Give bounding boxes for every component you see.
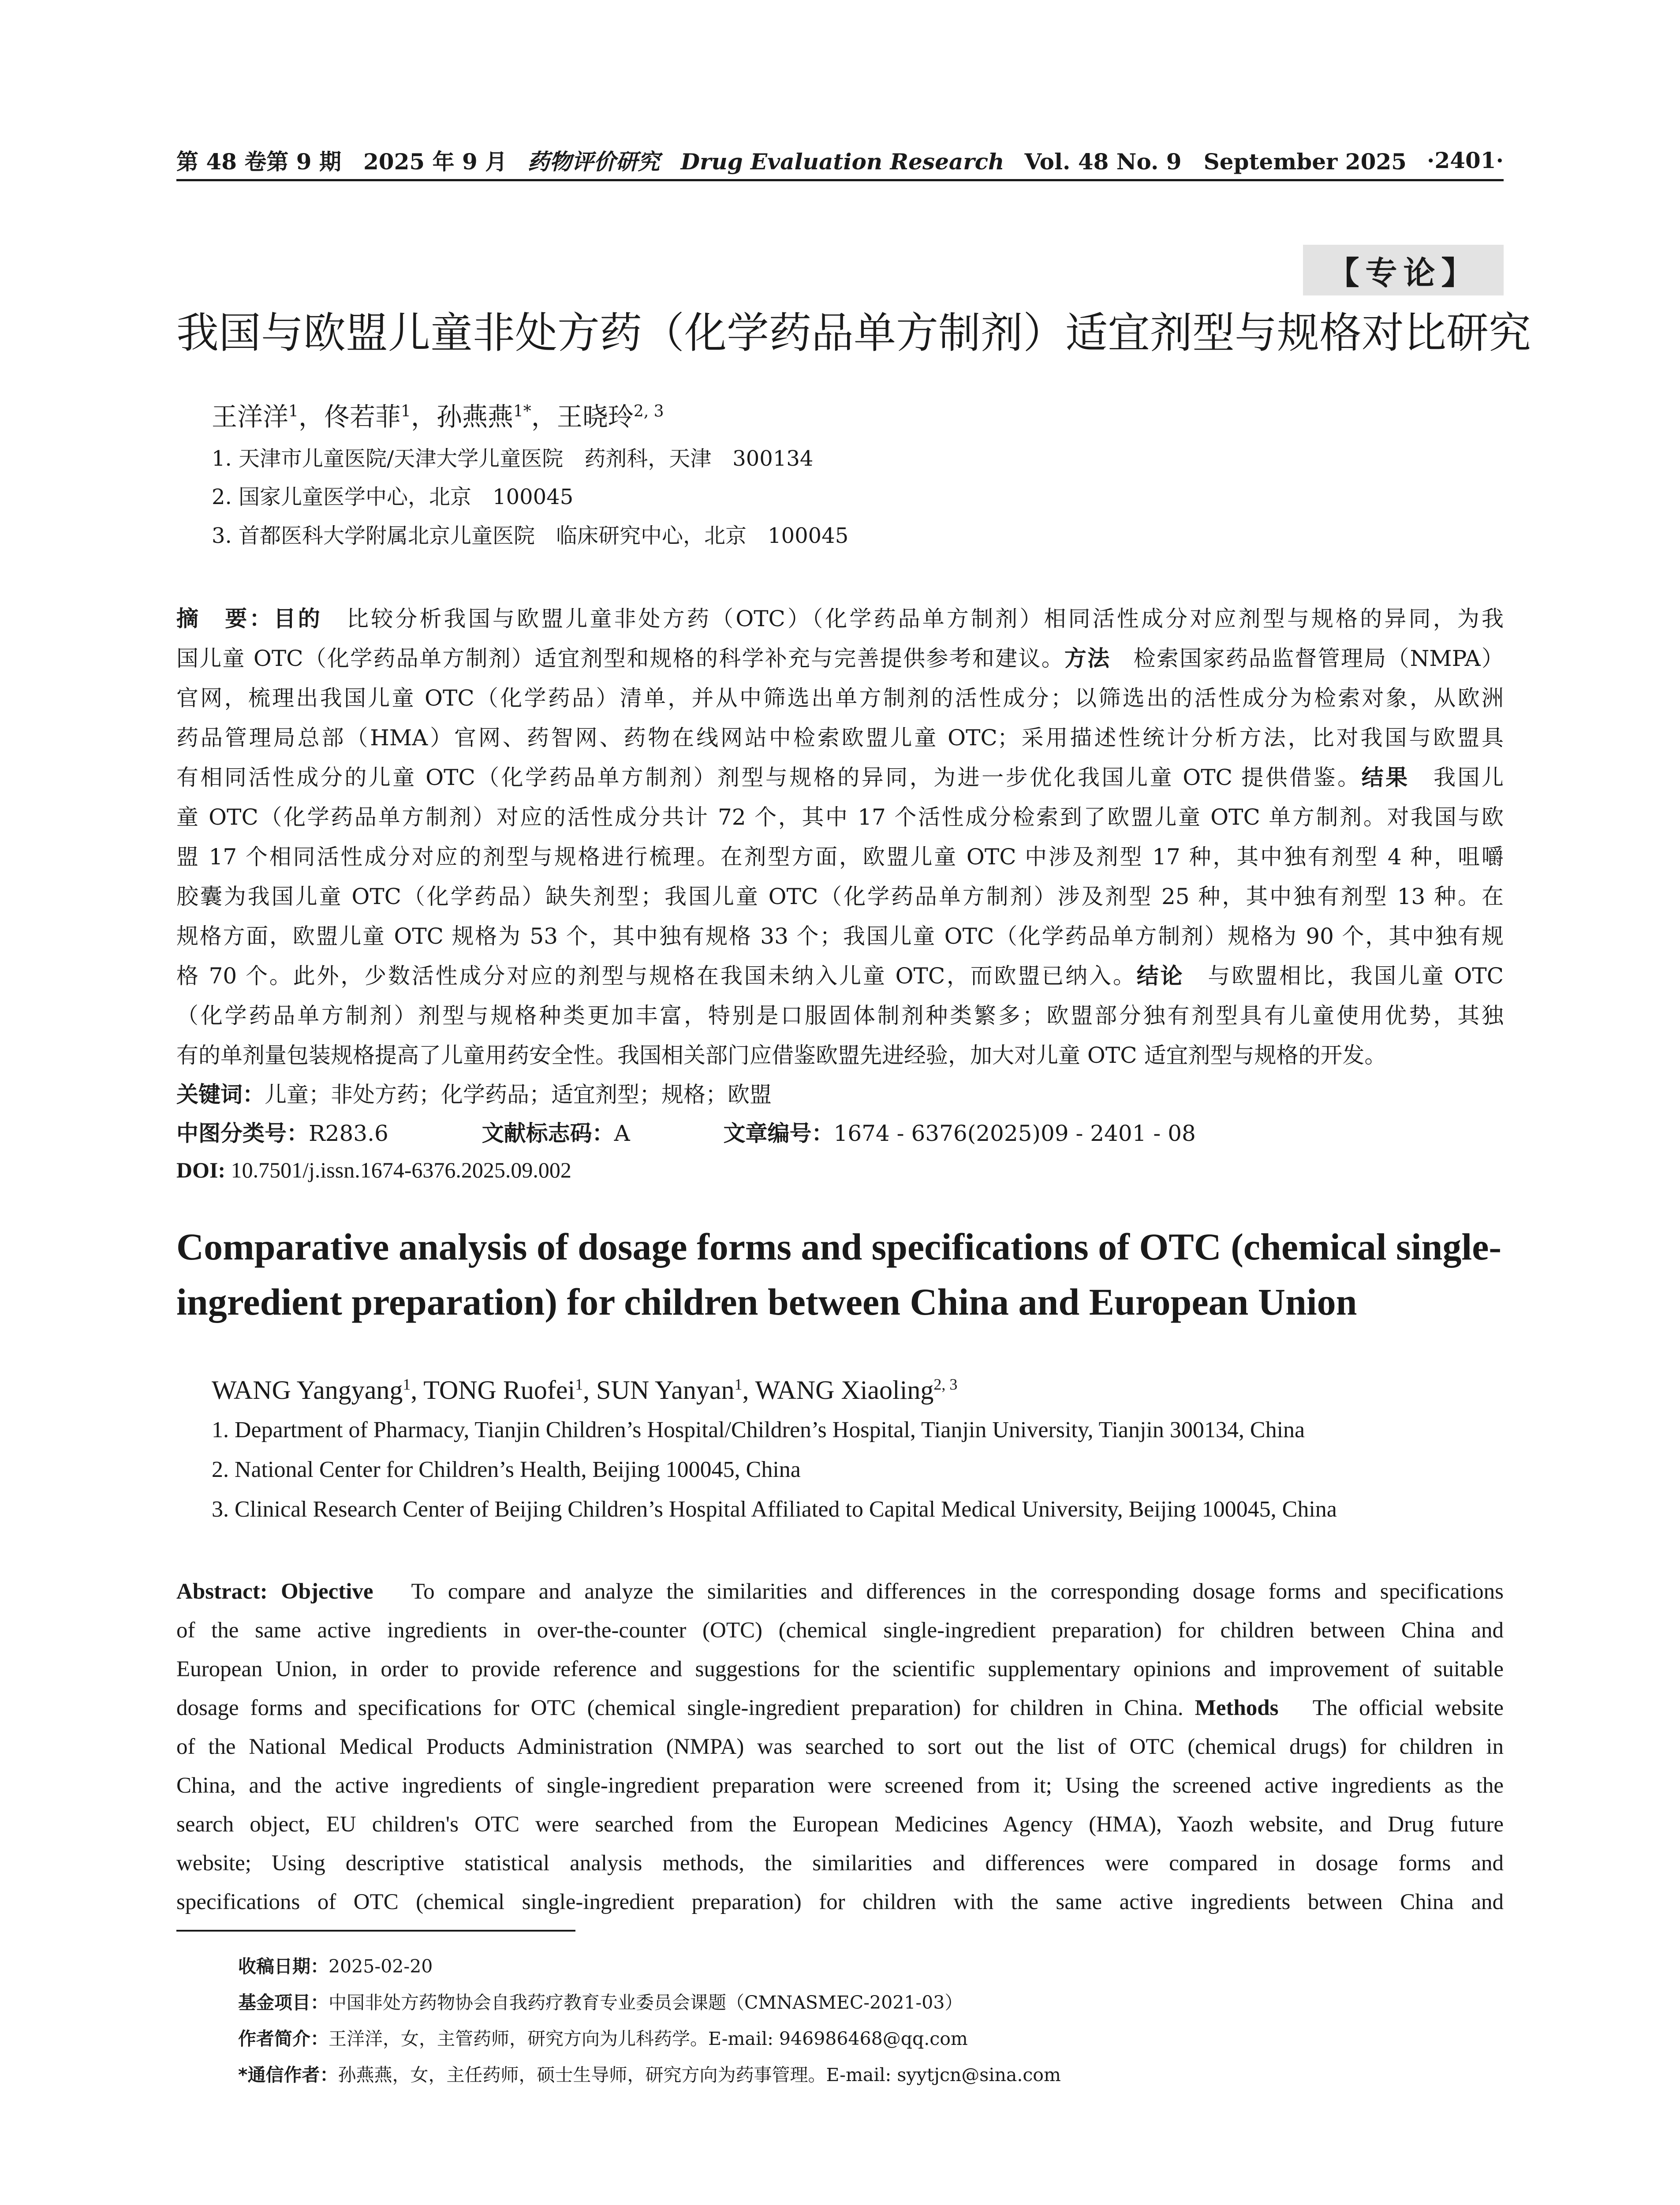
keywords-label: 关键词：	[176, 1082, 265, 1107]
objective-label: 目的	[273, 606, 322, 632]
authors-en: WANG Yangyang$^1$, TONG Ruofei$^1$, SUN Yanyan$^1$, WANG Xiaoling$^{2, 3}$	[212, 1375, 958, 1405]
abstract-en-label: Abstract: Objective	[176, 1579, 373, 1604]
author-en: WANG Yangyang	[212, 1375, 403, 1405]
issue-en: Vol. 48 No. 9 September 2025	[1024, 149, 1407, 175]
author-en: TONG Ruofei	[423, 1375, 575, 1405]
affiliation-cn: 1. 天津市儿童医院/天津大学儿童医院 药剂科，天津 300134	[212, 446, 814, 471]
document-code: A	[614, 1121, 630, 1146]
author-en: SUN Yanyan	[596, 1375, 735, 1405]
article-number: 1674 - 6376(2025)09 - 2401 - 08	[833, 1121, 1196, 1146]
keywords-cn: 关键词：儿童；非处方药；化学药品；适宜剂型；规格；欧盟	[176, 1082, 772, 1107]
footnote-rule	[176, 1930, 575, 1932]
author-en: WANG Xiaoling	[755, 1375, 934, 1405]
footnote-corresponding: *通信作者：孙燕燕，女，主任药师，硕士生导师，研究方向为药事管理。E-mail: syytjcn@sina.com	[238, 2064, 1061, 2085]
doi-line: DOI: 10.7501/j.issn.1674-6376.2025.09.002	[176, 1158, 571, 1182]
author-cn: 王洋洋	[212, 402, 289, 432]
author-cn: 佟若菲	[324, 402, 401, 432]
methods-label: 方法	[1064, 646, 1111, 671]
title-en: Comparative analysis of dosage forms and specifications of OTC (chemical single-ingredient preparation) for children between China and European Union	[176, 1226, 1502, 1323]
authors-cn: 王洋洋$^1$，佟若菲$^1$，孙燕燕$^{1*}$，王晓玲$^{2, 3}$	[212, 402, 664, 432]
abstract-label: 摘 要：	[176, 606, 274, 632]
header-rule	[176, 179, 1504, 181]
results-label: 结果	[1361, 765, 1410, 790]
methods-en-label: Methods	[1195, 1696, 1279, 1720]
affiliation-en: 2. National Center for Children’s Health, Beijing 100045, China	[212, 1457, 801, 1482]
footnote-received: 收稿日期：2025-02-20	[238, 1956, 433, 1977]
title-cn: 我国与欧盟儿童非处方药（化学药品单方制剂）适宜剂型与规格对比研究	[176, 308, 1531, 358]
affiliation-cn: 3. 首都医科大学附属北京儿童医院 临床研究中心，北京 100045	[212, 523, 849, 548]
affiliation-en: 3. Clinical Research Center of Beijing Children’s Hospital Affiliated to Capital Medical University, Beijing 100045, China	[212, 1497, 1337, 1522]
footnote-funding: 基金项目：中国非处方药物协会自我药疗教育专业委员会课题（CMNASMEC-2021-03）	[238, 1992, 963, 2013]
journal-logo-cn: 药物评价研究	[527, 149, 660, 175]
footnote-author: 作者简介：王洋洋，女，主管药师，研究方向为儿科药学。E-mail: 946986468@qq.com	[238, 2028, 968, 2049]
conclusion-label: 结论	[1136, 963, 1184, 989]
author-cn: 王晓玲	[556, 402, 634, 432]
clc-number: R283.6	[309, 1121, 388, 1146]
column-tag: 【专论】	[1303, 245, 1504, 295]
author-cn: 孙燕燕	[436, 402, 513, 432]
journal-name-en: Drug Evaluation Research	[680, 149, 1004, 175]
classification-line: 中图分类号：R283.6 文献标志码：A 文章编号：1674 - 6376(2025)09 - 2401 - 08	[176, 1121, 1196, 1146]
journal-name	[527, 144, 1004, 176]
affiliation-en: 1. Department of Pharmacy, Tianjin Children’s Hospital/Children’s Hospital, Tianjin University, Tianjin 300134, China	[212, 1417, 1305, 1443]
affiliation-cn: 2. 国家儿童医学中心，北京 100045	[212, 485, 574, 509]
page-number: ·2401·	[1427, 147, 1504, 173]
issue-cn: 第 48 卷第 9 期 2025 年 9 月	[176, 149, 508, 175]
running-header	[176, 140, 1504, 180]
doi-value: 10.7501/j.issn.1674-6376.2025.09.002	[231, 1158, 571, 1182]
